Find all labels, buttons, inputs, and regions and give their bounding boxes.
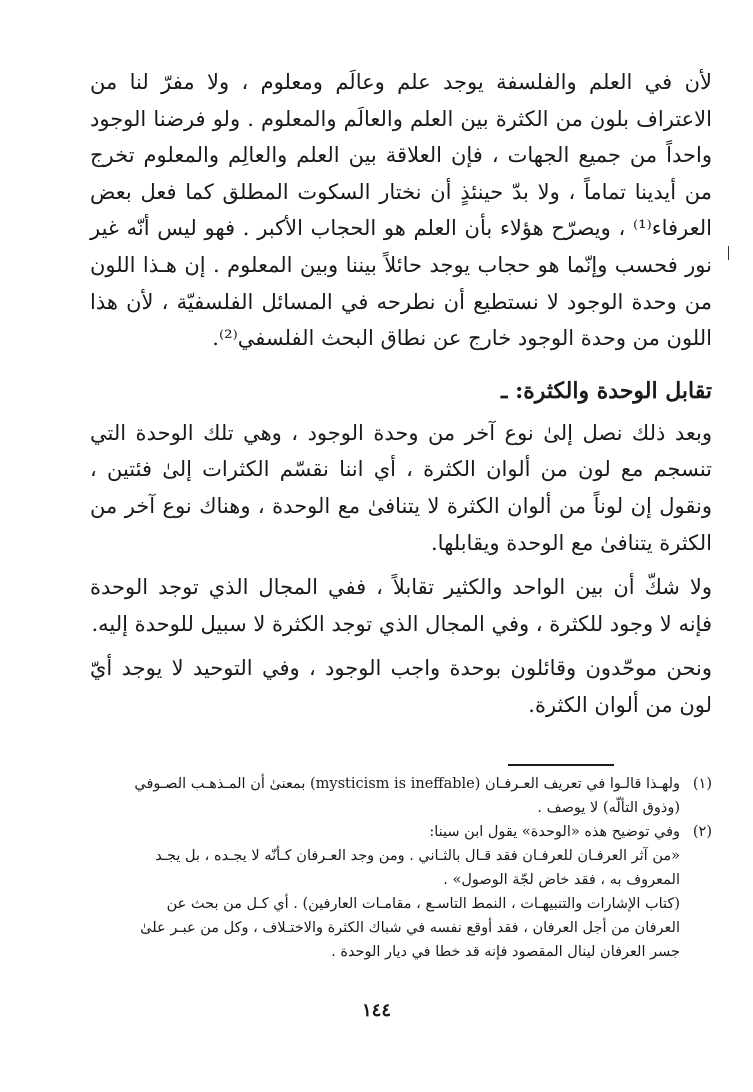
footnote-2-continuation: [90, 844, 712, 964]
main-text: [90, 64, 712, 724]
footnote-number: (٢): [692, 824, 712, 840]
footnote-separator: [508, 764, 614, 766]
paragraph-3: ولا شكّ أن بين الواحد والكثير تقابلاً ، ففي المجال الذي توجد الوحدة فإنه لا وجود للكثرة ، وفي المجال الذي توجد الكثرة لا سبيل للوحدة إليه.: [90, 575, 712, 636]
page-number: ١٤٤: [361, 1000, 391, 1021]
footnote-1: [90, 772, 712, 820]
margin-mark: [728, 246, 729, 260]
footnote-line: وفي توضيح هذه «الوحدة» يقول ابن سينا:: [429, 824, 680, 840]
paragraph-2: وبعد ذلك نصل إلىٰ نوع آخر من وحدة الوجود ، وهي تلك الوحدة التي تنسجم مع لون من ألوان الكثرة ، أي اننا نقسّم الكثرات إلىٰ فئتين ، ونقول إن لوناً من ألوان الكثرة لا يتنافىٰ مع الوحدة ، وهناك نوع آخر من الكثرة يتنافىٰ مع الوحدة ويقابلها.: [90, 420, 712, 555]
footnote-line: جسر العرفان لينال المقصود فإنه قد خطا في ديار الوحدة .: [331, 944, 680, 960]
footnote-2: [90, 820, 712, 844]
footnote-line: (كتاب الإشارات والتنبيهـات ، النمط التاسـع ، مقامـات العارفين) . أي كـل من بحث عن: [166, 896, 680, 912]
footnotes: [90, 772, 712, 964]
footnote-line: ولهـذا قالـوا في تعريف العـرفـان (mysticism is ineffable) بمعنىٰ أن المـذهـب الصـوفي: [134, 776, 680, 792]
footnote-line: العرفان من أجل العرفان ، فقد أوقع نفسه في شباك الكثرة والاختـلاف ، وكل من عبـر علىٰ: [140, 920, 680, 936]
footnote-number: (١): [692, 776, 712, 792]
paragraph-1: لأن في العلم والفلسفة يوجد علم وعالَم ومعلوم ، ولا مفرّ لنا من الاعتراف بلون من الكثرة بين العلم والعالَم والمعلوم . ولو فرضنا الوجود واحداً من جميع الجهات ، فإن العلاقة بين العلم والعالِم والمعلوم تخرج من أيدينا تماماً ، ولا بدّ حينئذٍ أن نختار السكوت المطلق كما فعل بعض العرفاء⁽¹⁾ ، ويصرّح هؤلاء بأن العلم هو الحجاب الأكبر . فهو ليس أنّه غير نور فحسب وإنّما هو حجاب يوجد حائلاً بيننا وبين المعلوم . إن هـذا اللون من وحدة الوجود لا نستطيع أن نطرحه في المسائل الفلسفيّة ، لأن هذا اللون من وحدة الوجود خارج عن نطاق البحث الفلسفي⁽²⁾.: [90, 70, 712, 351]
footnote-line: «من آثر العرفـان للعرفـان فقد قـال بالثـاني . ومن وجد العـرفان كـأنّه لا يجـده ، بل يجـد: [155, 848, 680, 864]
footnote-line: المعروف به ، فقد خاض لجّة الوصول» .: [443, 872, 680, 888]
footnote-line: (وذوق التألّه) لا يوصف .: [537, 800, 680, 816]
paragraph-4: ونحن موحّدون وقائلون بوحدة واجب الوجود ، وفي التوحيد لا يوجد أيّ لون من ألوان الكثرة.: [90, 656, 712, 717]
section-heading: تقابل الوحدة والكثرة: ـ: [500, 377, 712, 404]
